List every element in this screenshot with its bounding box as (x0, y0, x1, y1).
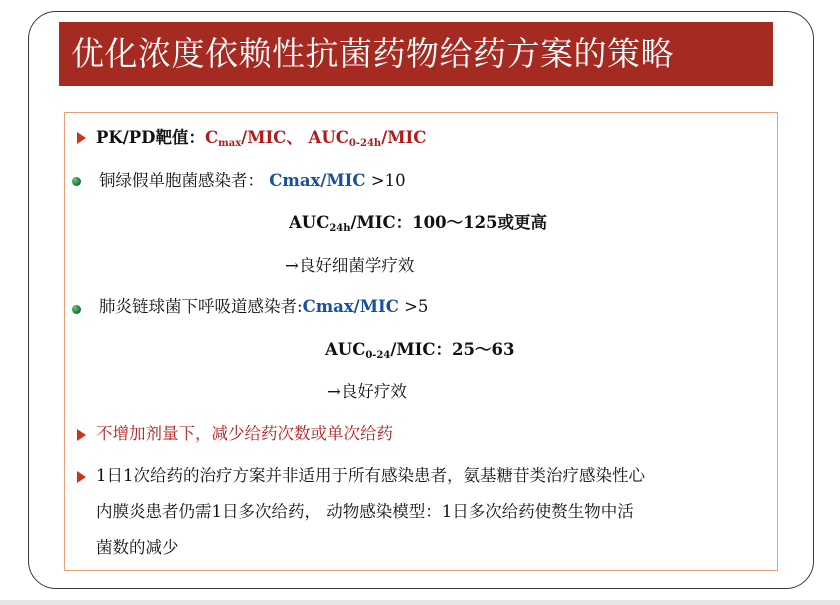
pkpd-target-line (96, 127, 426, 149)
cmax-mic-blue: Cmax/MIC (302, 297, 399, 316)
pneumococcus-line: 肺炎链球菌下呼吸道感染者:Cmax/MIC >5 (99, 297, 429, 316)
auc-24h-line: $AUC_{24h}$/MIC：100～125或更高 (289, 213, 548, 234)
bacteriological-effect-line: →良好细菌学疗效 (285, 256, 415, 275)
auc-0-24-line: $AUC_{0-24}$/MIC：25～63 (325, 340, 515, 361)
once-daily-paragraph-line-1: 1日1次给药的治疗方案并非适用于所有感染患者，氨基糖苷类治疗感染性心 (96, 466, 645, 485)
cmax-mic-blue: Cmax/MIC (269, 171, 366, 190)
pseudomonas-line: 铜绿假单胞菌感染者： Cmax/MIC >10 (99, 171, 406, 190)
green-dot-bullet-icon (72, 305, 81, 314)
cmax-text: $C_{max}$/MIC、 $AUC_{0-24h}$/MIC (205, 128, 427, 149)
bottom-strip (0, 600, 840, 605)
reduce-dosing-line: 不增加剂量下，减少给药次数或单次给药 (96, 424, 393, 443)
slide-title: 优化浓度依赖性抗菌药物给药方案的策略 (59, 22, 773, 86)
triangle-bullet-icon (77, 429, 86, 441)
good-effect-line: →良好疗效 (327, 382, 407, 401)
once-daily-paragraph-line-3: 菌数的减少 (96, 538, 179, 557)
triangle-bullet-icon (77, 132, 86, 144)
once-daily-paragraph-line-2: 内膜炎患者仍需1日多次给药， 动物感染模型：1日多次给药使赘生物中活 (96, 502, 634, 521)
pkpd-label: PK/PD靶值： (96, 128, 205, 147)
triangle-bullet-icon (77, 471, 86, 483)
green-dot-bullet-icon (72, 177, 81, 186)
